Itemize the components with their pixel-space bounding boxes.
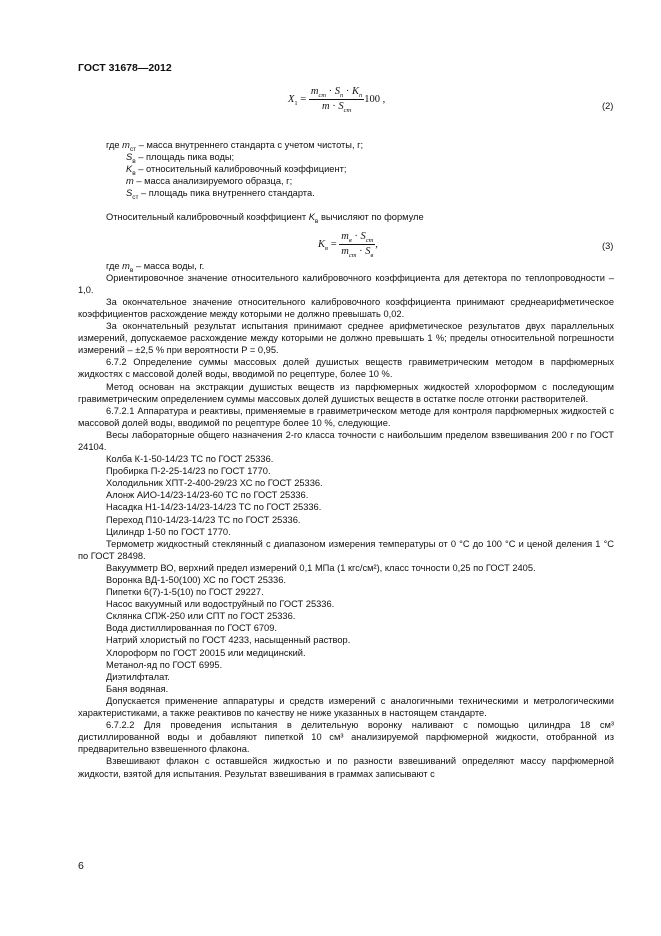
equipment-item: Пипетки 6(7)-1-5(10) по ГОСТ 29227. (106, 587, 264, 598)
formula-2-fraction: $\frac{m_{cm} \cdot S_n \cdot K_n}{m \cdot S_{cm}}$ (310, 86, 363, 115)
equipment-item: Диэтилфталат. (106, 671, 170, 682)
equipment-item: Алонж АИО-14/23-14/23-60 ТС по ГОСТ 25336. (106, 490, 309, 501)
paragraph: За окончательное значение относительного калибровочного коэффициента принимают среднеарифметическое коэффициентов расхождение между которыми не должно превышать 0,02. (78, 296, 614, 319)
paragraph: Весы лабораторные общего назначения 2-го класса точности с наибольшим пределом взвешивания 200 г по ГОСТ 24104. (78, 429, 614, 452)
rel-coeff-intro: Относительный калибровочный коэффициент $K_в$ вычисляют по формуле (106, 212, 424, 226)
formula-3-number: (3) (602, 241, 614, 251)
equipment-item: Насадка Н1-14/23-14/23-14/23 ТС по ГОСТ 25336. (106, 502, 322, 513)
equipment-item: Натрий хлористый по ГОСТ 4233, насыщенный раствор. (106, 635, 351, 646)
page-number: 6 (78, 860, 84, 872)
equipment-item: Склянка СПЖ-250 или СПТ по ГОСТ 25336. (106, 611, 296, 622)
equipment-item: Холодильник ХПТ-2-400-29/23 ХС по ГОСТ 25336. (106, 478, 323, 489)
where-water: где $m_в$ – масса воды, г. (106, 260, 205, 274)
formula-2: $X_1$ = $\frac{m_{cm} \cdot S_n \cdot K_n}{m \cdot S_{cm}}$ 100 , (288, 86, 386, 115)
document-header: ГОСТ 31678—2012 (78, 62, 172, 74)
paragraph: 6.7.2.2 Для проведения испытания в делительную воронку наливают с помощью цилиндра 18 см³ дистиллированной воды и добавляют пипеткой 10 см³ анализируемой парфюмерной жидкости, отобранной из предварительно взвешенного флакона. (78, 720, 614, 755)
where-line-5: $S_{ст}$ – площадь пика внутреннего стандарта. (126, 188, 315, 202)
formula-2-number: (2) (602, 101, 614, 111)
paragraph: Метод основан на экстракции душистых веществ из парфюмерных жидкостей хлороформом с последующим гравиметрическим определением суммы массовых долей душистых веществ в остатке после отгонки растворителей. (78, 381, 614, 404)
where-line-1: где $m_{ст}$ – масса внутреннего стандарта с учетом чистоты, г; (106, 140, 364, 153)
thermometer-paragraph: Термометр жидкостный стеклянный с диапазоном измерения температуры от 0 °С до 100 °С и ценой деления 1 °С по ГОСТ 28498. (78, 538, 614, 561)
paragraph: Взвешивают флакон с оставшейся жидкостью и по разности взвешиваний определяют массу парфюмерной жидкости, взятой для испытания. Результат взвешивания в граммах записывают с (78, 756, 614, 779)
vacuum-paragraph: Вакуумметр ВО, верхний предел измерений 0,1 МПа (1 кгс/см²), класс точности 0,25 по ГОСТ 2405. (106, 562, 536, 573)
paragraph: Ориентировочное значение относительного калибровочного коэффициента для детектора по теплопроводности – 1,0. (78, 272, 614, 295)
equipment-item: Воронка ВД-1-50(100) ХС по ГОСТ 25336. (106, 575, 286, 585)
equipment-item: Колба К-1-50-14/23 ТС по ГОСТ 25336. (106, 454, 274, 465)
where-line-2: $S_в$ – площадь пика воды; (126, 152, 235, 165)
paragraph: 6.7.2.1 Аппаратура и реактивы, применяемые в гравиметрическом методе для контроля парфюмерных жидкостей с массовой долей воды, вводимой по рецептуре более 10 %, следующие. (78, 405, 614, 428)
paragraph: За окончательный результат испытания принимают среднее арифметическое результатов двух параллельных измерений, допускаемое расхождение между которыми не должно превышать 1 %; пределы относительной погрешности измерений – ±2,5 % при вероятности P = 0,95. (78, 321, 614, 356)
formula-3: $K_в$ = $\frac{m_в \cdot S_{cm}}{m_{cm} \cdot S_в}$ , (318, 231, 378, 260)
equipment-item: Пробирка П-2-25-14/23 по ГОСТ 1770. (106, 466, 271, 477)
where-line-4: m – масса анализируемого образца, г; (126, 176, 293, 187)
equipment-item: Насос вакуумный или водоструйный по ГОСТ 25336. (106, 599, 335, 610)
formula-3-lhs: K (318, 239, 326, 250)
equipment-item: Метанол-яд по ГОСТ 6995. (106, 659, 223, 670)
equipment-item: Переход П10-14/23-14/23 ТС по ГОСТ 25336. (106, 514, 301, 525)
formula-3-fraction: $\frac{m_в \cdot S_{cm}}{m_{cm} \cdot S_в}$ (341, 231, 374, 260)
paragraph: Допускается применение аппаратуры и средств измерений с аналогичными техническими и метрологическими характеристиками, а также реактивов по качеству не ниже указанных в настоящем стандарте. (78, 695, 614, 719)
paragraph: 6.7.2 Определение суммы массовых долей душистых веществ гравиметрическим методом в парфюмерных жидкостях с массовой долей воды, вводимой по рецептуре, более 10 %. (78, 357, 614, 380)
equipment-item: Хлороформ по ГОСТ 20015 или медицинский. (106, 647, 306, 658)
equipment-item: Цилиндр 1-50 по ГОСТ 1770. (106, 526, 231, 537)
equipment-item: Баня водяная. (106, 683, 169, 694)
formula-2-lhs: X (288, 94, 295, 105)
where-line-3: $K_в$ – относительный калибровочный коэффициент; (126, 164, 347, 178)
equipment-item: Вода дистиллированная по ГОСТ 6709. (106, 623, 277, 634)
